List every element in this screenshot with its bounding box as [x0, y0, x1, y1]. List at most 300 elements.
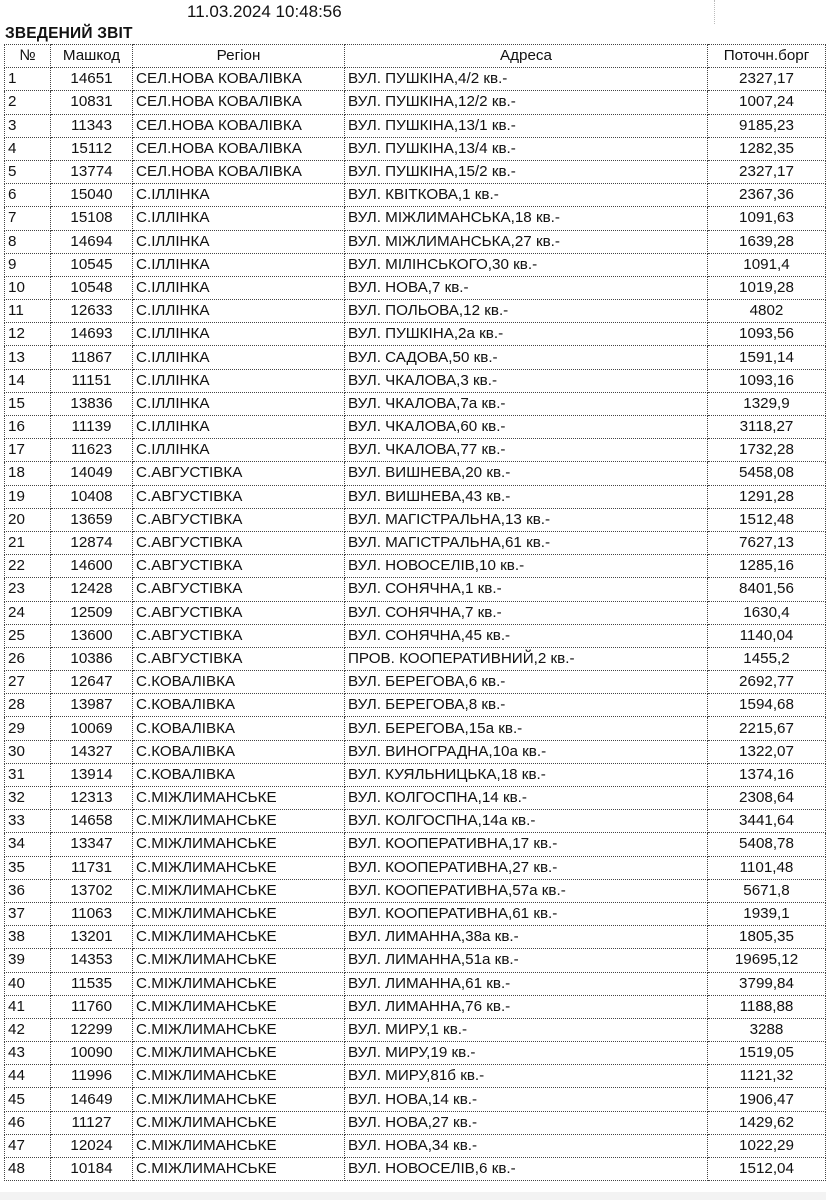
row-region: С.КОВАЛІВКА — [133, 694, 345, 717]
table-row — [5, 555, 826, 578]
row-region: СЕЛ.НОВА КОВАЛІВКА — [133, 91, 345, 114]
table-row — [5, 485, 826, 508]
row-region: С.МІЖЛИМАНСЬКЕ — [133, 1018, 345, 1041]
row-debt: 1939,1 — [708, 902, 826, 925]
table-row — [5, 902, 826, 925]
row-debt: 1019,28 — [708, 276, 826, 299]
row-debt: 1093,56 — [708, 323, 826, 346]
row-number: 27 — [5, 671, 51, 694]
row-region: С.КОВАЛІВКА — [133, 763, 345, 786]
row-number: 19 — [5, 485, 51, 508]
row-address: ВУЛ. МИРУ,19 кв.- — [345, 1042, 708, 1065]
row-region: С.ІЛЛІНКА — [133, 323, 345, 346]
table-row — [5, 392, 826, 415]
table-row — [5, 624, 826, 647]
row-region: С.МІЖЛИМАНСЬКЕ — [133, 787, 345, 810]
row-number: 17 — [5, 439, 51, 462]
header-divider — [714, 0, 716, 24]
table-row — [5, 114, 826, 137]
row-debt: 1121,32 — [708, 1065, 826, 1088]
row-debt: 2327,17 — [708, 68, 826, 91]
table-row — [5, 323, 826, 346]
table-row — [5, 1088, 826, 1111]
row-code: 11867 — [51, 346, 133, 369]
row-code: 11996 — [51, 1065, 133, 1088]
row-number: 30 — [5, 740, 51, 763]
row-address: ВУЛ. КВІТКОВА,1 кв.- — [345, 184, 708, 207]
row-region: С.МІЖЛИМАНСЬКЕ — [133, 810, 345, 833]
table-row — [5, 346, 826, 369]
row-address: ВУЛ. ПУШКІНА,13/4 кв.- — [345, 137, 708, 160]
row-code: 14649 — [51, 1088, 133, 1111]
table-row — [5, 787, 826, 810]
row-debt: 1322,07 — [708, 740, 826, 763]
row-code: 13201 — [51, 926, 133, 949]
row-number: 14 — [5, 369, 51, 392]
row-address: ВУЛ. МІЖЛИМАНСЬКА,18 кв.- — [345, 207, 708, 230]
row-address: ВУЛ. БЕРЕГОВА,15а кв.- — [345, 717, 708, 740]
column-header-address: Адреса — [345, 45, 708, 68]
column-header-region: Регіон — [133, 45, 345, 68]
row-number: 7 — [5, 207, 51, 230]
row-code: 13774 — [51, 160, 133, 183]
page-bottom-strip — [0, 1192, 826, 1200]
row-region: С.АВГУСТІВКА — [133, 647, 345, 670]
column-header-debt: Поточн.борг — [708, 45, 826, 68]
row-number: 8 — [5, 230, 51, 253]
table-row — [5, 856, 826, 879]
row-number: 11 — [5, 300, 51, 323]
row-number: 12 — [5, 323, 51, 346]
row-debt: 2327,17 — [708, 160, 826, 183]
row-code: 10545 — [51, 253, 133, 276]
row-region: С.ІЛЛІНКА — [133, 369, 345, 392]
row-debt: 1591,14 — [708, 346, 826, 369]
row-number: 43 — [5, 1042, 51, 1065]
row-region: С.АВГУСТІВКА — [133, 462, 345, 485]
row-debt: 1455,2 — [708, 647, 826, 670]
row-address: ВУЛ. ЛИМАННА,51а кв.- — [345, 949, 708, 972]
row-address: ВУЛ. НОВОСЕЛІВ,6 кв.- — [345, 1158, 708, 1181]
row-code: 14327 — [51, 740, 133, 763]
table-row — [5, 439, 826, 462]
row-code: 13600 — [51, 624, 133, 647]
row-region: С.МІЖЛИМАНСЬКЕ — [133, 1065, 345, 1088]
row-region: С.АВГУСТІВКА — [133, 601, 345, 624]
row-number: 31 — [5, 763, 51, 786]
row-number: 44 — [5, 1065, 51, 1088]
row-number: 24 — [5, 601, 51, 624]
row-number: 39 — [5, 949, 51, 972]
row-address: ВУЛ. КООПЕРАТИВНА,27 кв.- — [345, 856, 708, 879]
report-title: ЗВЕДЕНИЙ ЗВІТ — [5, 25, 133, 42]
row-address: ВУЛ. САДОВА,50 кв.- — [345, 346, 708, 369]
row-debt: 1022,29 — [708, 1134, 826, 1157]
row-address: ВУЛ. НОВОСЕЛІВ,10 кв.- — [345, 555, 708, 578]
row-debt: 1519,05 — [708, 1042, 826, 1065]
row-code: 11343 — [51, 114, 133, 137]
row-address: ВУЛ. ЧКАЛОВА,7а кв.- — [345, 392, 708, 415]
row-region: С.АВГУСТІВКА — [133, 531, 345, 554]
row-region: С.МІЖЛИМАНСЬКЕ — [133, 972, 345, 995]
row-address: ВУЛ. КОЛГОСПНА,14а кв.- — [345, 810, 708, 833]
row-code: 10548 — [51, 276, 133, 299]
row-region: С.ІЛЛІНКА — [133, 276, 345, 299]
row-region: С.ІЛЛІНКА — [133, 184, 345, 207]
row-number: 1 — [5, 68, 51, 91]
row-number: 35 — [5, 856, 51, 879]
row-number: 42 — [5, 1018, 51, 1041]
row-region: СЕЛ.НОВА КОВАЛІВКА — [133, 137, 345, 160]
row-number: 36 — [5, 879, 51, 902]
row-debt: 3118,27 — [708, 416, 826, 439]
row-number: 18 — [5, 462, 51, 485]
row-debt: 19695,12 — [708, 949, 826, 972]
row-region: СЕЛ.НОВА КОВАЛІВКА — [133, 68, 345, 91]
row-region: С.МІЖЛИМАНСЬКЕ — [133, 1134, 345, 1157]
row-debt: 4802 — [708, 300, 826, 323]
row-debt: 1630,4 — [708, 601, 826, 624]
row-address: ВУЛ. НОВА,7 кв.- — [345, 276, 708, 299]
row-code: 11151 — [51, 369, 133, 392]
row-region: С.АВГУСТІВКА — [133, 508, 345, 531]
row-address: ВУЛ. МІЛІНСЬКОГО,30 кв.- — [345, 253, 708, 276]
row-code: 10408 — [51, 485, 133, 508]
row-number: 32 — [5, 787, 51, 810]
row-address: ВУЛ. ВИШНЕВА,43 кв.- — [345, 485, 708, 508]
row-number: 29 — [5, 717, 51, 740]
table-row — [5, 972, 826, 995]
row-debt: 1732,28 — [708, 439, 826, 462]
row-number: 33 — [5, 810, 51, 833]
table-row — [5, 740, 826, 763]
row-number: 40 — [5, 972, 51, 995]
row-region: С.АВГУСТІВКА — [133, 485, 345, 508]
row-region: С.ІЛЛІНКА — [133, 300, 345, 323]
row-debt: 1101,48 — [708, 856, 826, 879]
row-debt: 1512,04 — [708, 1158, 826, 1181]
row-code: 14049 — [51, 462, 133, 485]
row-code: 11731 — [51, 856, 133, 879]
row-code: 14651 — [51, 68, 133, 91]
table-row — [5, 416, 826, 439]
row-number: 26 — [5, 647, 51, 670]
table-row — [5, 276, 826, 299]
row-address: ВУЛ. НОВА,34 кв.- — [345, 1134, 708, 1157]
row-debt: 5458,08 — [708, 462, 826, 485]
row-number: 41 — [5, 995, 51, 1018]
row-address: ВУЛ. ПУШКІНА,4/2 кв.- — [345, 68, 708, 91]
row-address: ВУЛ. ПОЛЬОВА,12 кв.- — [345, 300, 708, 323]
row-debt: 1291,28 — [708, 485, 826, 508]
column-header-code: Машкод — [51, 45, 133, 68]
row-debt: 5408,78 — [708, 833, 826, 856]
row-debt: 1140,04 — [708, 624, 826, 647]
table-row — [5, 949, 826, 972]
row-number: 9 — [5, 253, 51, 276]
row-number: 34 — [5, 833, 51, 856]
row-debt: 1594,68 — [708, 694, 826, 717]
row-number: 5 — [5, 160, 51, 183]
row-debt: 2367,36 — [708, 184, 826, 207]
row-address: ВУЛ. ЛИМАННА,38а кв.- — [345, 926, 708, 949]
table-row — [5, 300, 826, 323]
row-region: С.МІЖЛИМАНСЬКЕ — [133, 1088, 345, 1111]
row-debt: 3799,84 — [708, 972, 826, 995]
row-address: ВУЛ. СОНЯЧНА,1 кв.- — [345, 578, 708, 601]
row-address: ВУЛ. КООПЕРАТИВНА,17 кв.- — [345, 833, 708, 856]
table-row — [5, 995, 826, 1018]
row-debt: 1007,24 — [708, 91, 826, 114]
table-row — [5, 763, 826, 786]
row-debt: 1512,48 — [708, 508, 826, 531]
row-code: 13347 — [51, 833, 133, 856]
row-number: 16 — [5, 416, 51, 439]
table-row — [5, 68, 826, 91]
table-row — [5, 184, 826, 207]
row-address: ВУЛ. НОВА,27 кв.- — [345, 1111, 708, 1134]
row-number: 45 — [5, 1088, 51, 1111]
row-address: ВУЛ. ПУШКІНА,13/1 кв.- — [345, 114, 708, 137]
row-number: 47 — [5, 1134, 51, 1157]
row-code: 12428 — [51, 578, 133, 601]
row-region: С.МІЖЛИМАНСЬКЕ — [133, 1111, 345, 1134]
row-debt: 2692,77 — [708, 671, 826, 694]
row-code: 14600 — [51, 555, 133, 578]
row-debt: 1285,16 — [708, 555, 826, 578]
table-body — [5, 68, 826, 1181]
row-number: 28 — [5, 694, 51, 717]
row-address: ПРОВ. КООПЕРАТИВНИЙ,2 кв.- — [345, 647, 708, 670]
row-code: 14353 — [51, 949, 133, 972]
row-address: ВУЛ. МІЖЛИМАНСЬКА,27 кв.- — [345, 230, 708, 253]
row-code: 14693 — [51, 323, 133, 346]
row-code: 15112 — [51, 137, 133, 160]
row-address: ВУЛ. БЕРЕГОВА,8 кв.- — [345, 694, 708, 717]
row-region: С.КОВАЛІВКА — [133, 717, 345, 740]
row-debt: 1429,62 — [708, 1111, 826, 1134]
row-address: ВУЛ. МАГІСТРАЛЬНА,61 кв.- — [345, 531, 708, 554]
row-address: ВУЛ. КОЛГОСПНА,14 кв.- — [345, 787, 708, 810]
row-debt: 1188,88 — [708, 995, 826, 1018]
row-number: 46 — [5, 1111, 51, 1134]
row-region: С.МІЖЛИМАНСЬКЕ — [133, 856, 345, 879]
table-row — [5, 462, 826, 485]
row-code: 11127 — [51, 1111, 133, 1134]
table-row — [5, 1042, 826, 1065]
table-row — [5, 531, 826, 554]
row-address: ВУЛ. СОНЯЧНА,7 кв.- — [345, 601, 708, 624]
row-debt: 1374,16 — [708, 763, 826, 786]
row-code: 12313 — [51, 787, 133, 810]
row-code: 14658 — [51, 810, 133, 833]
row-address: ВУЛ. БЕРЕГОВА,6 кв.- — [345, 671, 708, 694]
row-address: ВУЛ. ПУШКІНА,2а кв.- — [345, 323, 708, 346]
row-region: СЕЛ.НОВА КОВАЛІВКА — [133, 160, 345, 183]
row-address: ВУЛ. ЧКАЛОВА,3 кв.- — [345, 369, 708, 392]
row-debt: 7627,13 — [708, 531, 826, 554]
row-debt: 9185,23 — [708, 114, 826, 137]
row-address: ВУЛ. НОВА,14 кв.- — [345, 1088, 708, 1111]
row-code: 10184 — [51, 1158, 133, 1181]
row-region: СЕЛ.НОВА КОВАЛІВКА — [133, 114, 345, 137]
row-region: С.ІЛЛІНКА — [133, 346, 345, 369]
report-header-bar — [0, 0, 826, 24]
row-region: С.КОВАЛІВКА — [133, 671, 345, 694]
row-region: С.ІЛЛІНКА — [133, 253, 345, 276]
table-row — [5, 601, 826, 624]
row-code: 10069 — [51, 717, 133, 740]
row-number: 21 — [5, 531, 51, 554]
table-row — [5, 253, 826, 276]
row-address: ВУЛ. ЧКАЛОВА,77 кв.- — [345, 439, 708, 462]
row-code: 11760 — [51, 995, 133, 1018]
row-debt: 1093,16 — [708, 369, 826, 392]
table-row — [5, 1065, 826, 1088]
row-code: 10090 — [51, 1042, 133, 1065]
row-code: 13659 — [51, 508, 133, 531]
table-row — [5, 160, 826, 183]
row-debt: 8401,56 — [708, 578, 826, 601]
row-number: 20 — [5, 508, 51, 531]
row-region: С.МІЖЛИМАНСЬКЕ — [133, 879, 345, 902]
row-region: С.ІЛЛІНКА — [133, 416, 345, 439]
row-region: С.МІЖЛИМАНСЬКЕ — [133, 995, 345, 1018]
row-number: 23 — [5, 578, 51, 601]
row-address: ВУЛ. МАГІСТРАЛЬНА,13 кв.- — [345, 508, 708, 531]
row-address: ВУЛ. ЛИМАННА,61 кв.- — [345, 972, 708, 995]
row-code: 15108 — [51, 207, 133, 230]
row-address: ВУЛ. ЛИМАННА,76 кв.- — [345, 995, 708, 1018]
row-region: С.ІЛЛІНКА — [133, 439, 345, 462]
row-code: 13914 — [51, 763, 133, 786]
row-number: 6 — [5, 184, 51, 207]
row-code: 12874 — [51, 531, 133, 554]
row-number: 13 — [5, 346, 51, 369]
table-row — [5, 207, 826, 230]
table-row — [5, 1134, 826, 1157]
row-region: С.МІЖЛИМАНСЬКЕ — [133, 1158, 345, 1181]
row-address: ВУЛ. ВИШНЕВА,20 кв.- — [345, 462, 708, 485]
row-debt: 1639,28 — [708, 230, 826, 253]
debt-report-table — [4, 44, 826, 1181]
row-region: С.АВГУСТІВКА — [133, 578, 345, 601]
row-code: 11063 — [51, 902, 133, 925]
row-region: С.АВГУСТІВКА — [133, 624, 345, 647]
table-row — [5, 230, 826, 253]
table-row — [5, 694, 826, 717]
row-number: 22 — [5, 555, 51, 578]
row-number: 38 — [5, 926, 51, 949]
row-region: С.МІЖЛИМАНСЬКЕ — [133, 902, 345, 925]
row-code: 13836 — [51, 392, 133, 415]
row-code: 11535 — [51, 972, 133, 995]
row-debt: 1329,9 — [708, 392, 826, 415]
row-code: 11139 — [51, 416, 133, 439]
row-debt: 2215,67 — [708, 717, 826, 740]
table-row — [5, 1111, 826, 1134]
table-row — [5, 137, 826, 160]
row-address: ВУЛ. ПУШКІНА,12/2 кв.- — [345, 91, 708, 114]
row-debt: 2308,64 — [708, 787, 826, 810]
row-debt: 3288 — [708, 1018, 826, 1041]
row-code: 10386 — [51, 647, 133, 670]
row-address: ВУЛ. КООПЕРАТИВНА,57а кв.- — [345, 879, 708, 902]
row-region: С.КОВАЛІВКА — [133, 740, 345, 763]
table-row — [5, 578, 826, 601]
row-number: 3 — [5, 114, 51, 137]
table-row — [5, 1018, 826, 1041]
row-code: 13702 — [51, 879, 133, 902]
column-header-number: № — [5, 45, 51, 68]
row-debt: 1282,35 — [708, 137, 826, 160]
row-address: ВУЛ. СОНЯЧНА,45 кв.- — [345, 624, 708, 647]
row-region: С.МІЖЛИМАНСЬКЕ — [133, 949, 345, 972]
row-address: ВУЛ. КУЯЛЬНИЦЬКА,18 кв.- — [345, 763, 708, 786]
row-region: С.ІЛЛІНКА — [133, 230, 345, 253]
table-row — [5, 926, 826, 949]
row-region: С.АВГУСТІВКА — [133, 555, 345, 578]
row-code: 12299 — [51, 1018, 133, 1041]
row-code: 12633 — [51, 300, 133, 323]
row-address: ВУЛ. ПУШКІНА,15/2 кв.- — [345, 160, 708, 183]
row-region: С.ІЛЛІНКА — [133, 392, 345, 415]
row-address: ВУЛ. МИРУ,81б кв.- — [345, 1065, 708, 1088]
row-number: 10 — [5, 276, 51, 299]
row-code: 12509 — [51, 601, 133, 624]
row-address: ВУЛ. ЧКАЛОВА,60 кв.- — [345, 416, 708, 439]
row-address: ВУЛ. ВИНОГРАДНА,10а кв.- — [345, 740, 708, 763]
table-row — [5, 671, 826, 694]
table-row — [5, 508, 826, 531]
row-code: 11623 — [51, 439, 133, 462]
table-row — [5, 810, 826, 833]
row-region: С.ІЛЛІНКА — [133, 207, 345, 230]
table-row — [5, 647, 826, 670]
row-code: 15040 — [51, 184, 133, 207]
table-row — [5, 717, 826, 740]
row-address: ВУЛ. МИРУ,1 кв.- — [345, 1018, 708, 1041]
row-region: С.МІЖЛИМАНСЬКЕ — [133, 1042, 345, 1065]
row-number: 4 — [5, 137, 51, 160]
row-code: 14694 — [51, 230, 133, 253]
row-number: 2 — [5, 91, 51, 114]
row-debt: 3441,64 — [708, 810, 826, 833]
table-row — [5, 91, 826, 114]
row-code: 12024 — [51, 1134, 133, 1157]
table-row — [5, 1158, 826, 1181]
table-row — [5, 369, 826, 392]
row-code: 10831 — [51, 91, 133, 114]
row-address: ВУЛ. КООПЕРАТИВНА,61 кв.- — [345, 902, 708, 925]
row-region: С.МІЖЛИМАНСЬКЕ — [133, 833, 345, 856]
row-debt: 5671,8 — [708, 879, 826, 902]
row-code: 13987 — [51, 694, 133, 717]
row-debt: 1805,35 — [708, 926, 826, 949]
row-number: 37 — [5, 902, 51, 925]
row-number: 25 — [5, 624, 51, 647]
row-debt: 1906,47 — [708, 1088, 826, 1111]
row-debt: 1091,4 — [708, 253, 826, 276]
row-debt: 1091,63 — [708, 207, 826, 230]
table-row — [5, 833, 826, 856]
row-number: 48 — [5, 1158, 51, 1181]
row-code: 12647 — [51, 671, 133, 694]
row-number: 15 — [5, 392, 51, 415]
report-timestamp: 11.03.2024 10:48:56 — [187, 2, 342, 21]
table-row — [5, 879, 826, 902]
table-header-row — [5, 45, 826, 68]
